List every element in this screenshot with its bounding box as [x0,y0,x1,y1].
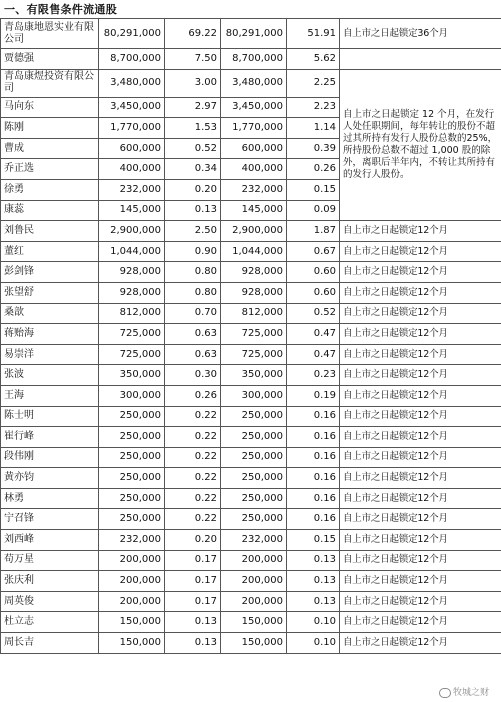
ratio-after-cell: 0.60 [287,282,340,303]
shares-before-cell: 80,291,000 [99,19,165,49]
ratio-after-cell: 0.52 [287,303,340,324]
shares-after-cell: 300,000 [221,385,287,406]
ratio-before-cell: 0.80 [165,282,221,303]
ratio-before-cell: 0.90 [165,241,221,262]
ratio-after-cell: 0.09 [287,200,340,221]
lockup-note-cell: 自上市之日起锁定12个月 [340,406,501,427]
ratio-before-cell: 0.63 [165,324,221,345]
holder-name-cell: 曹成 [1,138,99,159]
lockup-note-cell: 自上市之日起锁定12个月 [340,591,501,612]
shares-before-cell: 232,000 [99,530,165,551]
ratio-before-cell: 0.34 [165,159,221,180]
shares-after-cell: 250,000 [221,447,287,468]
shares-before-cell: 250,000 [99,447,165,468]
table-row [1,571,501,592]
lockup-note-cell: 自上市之日起锁定12个月 [340,550,501,571]
table-row [1,221,501,242]
shares-before-cell: 8,700,000 [99,49,165,70]
shares-before-cell: 150,000 [99,633,165,654]
ratio-after-cell: 0.16 [287,468,340,489]
shares-after-cell: 2,900,000 [221,221,287,242]
shares-before-cell: 200,000 [99,550,165,571]
shares-after-cell: 1,044,000 [221,241,287,262]
ratio-before-cell: 0.13 [165,633,221,654]
shares-after-cell: 250,000 [221,406,287,427]
shares-before-cell: 1,770,000 [99,118,165,139]
table-row [1,69,501,97]
ratio-after-cell: 0.67 [287,241,340,262]
table-row [1,427,501,448]
table-row [1,241,501,262]
ratio-after-cell: 0.16 [287,488,340,509]
shares-before-cell: 725,000 [99,324,165,345]
ratio-after-cell: 0.15 [287,530,340,551]
holder-name-cell: 青岛康煜投资有限公司 [1,69,99,97]
shares-after-cell: 928,000 [221,262,287,283]
lockup-note-cell: 自上市之日起锁定12个月 [340,221,501,242]
table-row [1,406,501,427]
holder-name-cell: 乔正选 [1,159,99,180]
ratio-before-cell: 1.53 [165,118,221,139]
holder-name-cell: 苟万星 [1,550,99,571]
table-row [1,344,501,365]
lockup-note-cell: 自上市之日起锁定36个月 [340,19,501,49]
ratio-before-cell: 0.20 [165,530,221,551]
shares-before-cell: 928,000 [99,282,165,303]
holder-name-cell: 周长吉 [1,633,99,654]
ratio-after-cell: 0.13 [287,550,340,571]
lockup-note-cell: 自上市之日起锁定12个月 [340,427,501,448]
ratio-before-cell: 69.22 [165,19,221,49]
shares-after-cell: 232,000 [221,179,287,200]
holder-name-cell: 崔行峰 [1,427,99,448]
shares-before-cell: 250,000 [99,509,165,530]
shares-before-cell: 200,000 [99,571,165,592]
lockup-note-cell: 自上市之日起锁定12个月 [340,530,501,551]
table-row [1,262,501,283]
shares-after-cell: 600,000 [221,138,287,159]
holder-name-cell: 黄亦钧 [1,468,99,489]
shares-after-cell: 80,291,000 [221,19,287,49]
ratio-after-cell: 0.39 [287,138,340,159]
ratio-after-cell: 0.47 [287,324,340,345]
lockup-note-cell: 自上市之日起锁定12个月 [340,365,501,386]
ratio-before-cell: 0.80 [165,262,221,283]
table-row [1,303,501,324]
shares-before-cell: 232,000 [99,179,165,200]
table-row [1,468,501,489]
lockup-note-cell: 自上市之日起锁定12个月 [340,447,501,468]
lockup-note-cell: 自上市之日起锁定12个月 [340,282,501,303]
lockup-note-cell [340,49,501,70]
shares-before-cell: 350,000 [99,365,165,386]
shares-after-cell: 812,000 [221,303,287,324]
shares-before-cell: 150,000 [99,612,165,633]
shares-before-cell: 400,000 [99,159,165,180]
ratio-after-cell: 1.14 [287,118,340,139]
shares-after-cell: 725,000 [221,344,287,365]
shares-after-cell: 400,000 [221,159,287,180]
lockup-note-long-cell: 自上市之日起锁定 12 个月，在发行人处任职期间，每年转让的股份不超过其所持有发行人股份总数的25%，所持股份总数不超过 1,000 股的除外，离职后半年内，不转让其所持有的发行人股份。 [340,69,501,221]
ratio-before-cell: 0.22 [165,488,221,509]
ratio-after-cell: 0.10 [287,612,340,633]
lockup-note-cell: 自上市之日起锁定12个月 [340,488,501,509]
lockup-note-cell: 自上市之日起锁定12个月 [340,571,501,592]
ratio-after-cell: 0.16 [287,447,340,468]
shares-after-cell: 200,000 [221,550,287,571]
shares-before-cell: 2,900,000 [99,221,165,242]
ratio-after-cell: 0.23 [287,365,340,386]
ratio-before-cell: 0.17 [165,571,221,592]
holder-name-cell: 陈士明 [1,406,99,427]
holder-name-cell: 林勇 [1,488,99,509]
holder-name-cell: 王海 [1,385,99,406]
holder-name-cell: 康蕊 [1,200,99,221]
shares-after-cell: 928,000 [221,282,287,303]
shares-after-cell: 725,000 [221,324,287,345]
shares-before-cell: 3,480,000 [99,69,165,97]
watermark-text: 牧城之财 [452,688,489,698]
holder-name-cell: 蒋贻海 [1,324,99,345]
shares-before-cell: 250,000 [99,406,165,427]
ratio-before-cell: 0.70 [165,303,221,324]
shares-before-cell: 928,000 [99,262,165,283]
holder-name-cell: 董红 [1,241,99,262]
holder-name-cell: 张波 [1,365,99,386]
holder-name-cell: 周英俊 [1,591,99,612]
ratio-after-cell: 0.47 [287,344,340,365]
table-row [1,530,501,551]
ratio-before-cell: 0.22 [165,406,221,427]
lockup-note-cell: 自上市之日起锁定12个月 [340,262,501,283]
shares-before-cell: 1,044,000 [99,241,165,262]
restricted-shares-table [0,18,501,654]
shares-before-cell: 200,000 [99,591,165,612]
holder-name-cell: 桑歆 [1,303,99,324]
ratio-before-cell: 0.17 [165,591,221,612]
shares-after-cell: 250,000 [221,468,287,489]
lockup-note-cell: 自上市之日起锁定12个月 [340,468,501,489]
table-row [1,385,501,406]
lockup-note-cell: 自上市之日起锁定12个月 [340,612,501,633]
lockup-note-cell: 自上市之日起锁定12个月 [340,385,501,406]
table-row [1,488,501,509]
lockup-note-cell: 自上市之日起锁定12个月 [340,344,501,365]
holder-name-cell: 段伟刚 [1,447,99,468]
table-row [1,282,501,303]
ratio-before-cell: 3.00 [165,69,221,97]
holder-name-cell: 青岛康地恩实业有限公司 [1,19,99,49]
lockup-note-cell: 自上市之日起锁定12个月 [340,303,501,324]
shares-after-cell: 3,450,000 [221,97,287,118]
ratio-before-cell: 0.22 [165,509,221,530]
ratio-after-cell: 0.10 [287,633,340,654]
ratio-before-cell: 0.26 [165,385,221,406]
table-row [1,509,501,530]
ratio-after-cell: 0.16 [287,427,340,448]
shares-after-cell: 8,700,000 [221,49,287,70]
ratio-after-cell: 0.13 [287,571,340,592]
shares-before-cell: 145,000 [99,200,165,221]
lockup-note-cell: 自上市之日起锁定12个月 [340,633,501,654]
shares-after-cell: 250,000 [221,427,287,448]
ratio-after-cell: 0.19 [287,385,340,406]
ratio-before-cell: 0.52 [165,138,221,159]
ratio-before-cell: 0.30 [165,365,221,386]
holder-name-cell: 彭剑锋 [1,262,99,283]
shares-before-cell: 812,000 [99,303,165,324]
holder-name-cell: 刘鲁民 [1,221,99,242]
ratio-before-cell: 0.13 [165,200,221,221]
watermark [437,685,491,698]
lockup-note-cell: 自上市之日起锁定12个月 [340,241,501,262]
holder-name-cell: 张庆利 [1,571,99,592]
ratio-before-cell: 2.97 [165,97,221,118]
table-row [1,365,501,386]
shares-after-cell: 150,000 [221,633,287,654]
shares-before-cell: 725,000 [99,344,165,365]
shares-after-cell: 200,000 [221,591,287,612]
table-row [1,591,501,612]
shares-after-cell: 232,000 [221,530,287,551]
table-row [1,19,501,49]
shares-after-cell: 3,480,000 [221,69,287,97]
holder-name-cell: 贾德强 [1,49,99,70]
ratio-before-cell: 2.50 [165,221,221,242]
ratio-after-cell: 0.26 [287,159,340,180]
table-row [1,633,501,654]
shares-after-cell: 250,000 [221,509,287,530]
section-title: 一、有限售条件流通股 [4,3,117,16]
shares-after-cell: 150,000 [221,612,287,633]
holder-name-cell: 易崇洋 [1,344,99,365]
ratio-after-cell: 0.13 [287,591,340,612]
ratio-after-cell: 2.25 [287,69,340,97]
holder-name-cell: 徐勇 [1,179,99,200]
ratio-after-cell: 1.87 [287,221,340,242]
ratio-after-cell: 2.23 [287,97,340,118]
shares-before-cell: 600,000 [99,138,165,159]
holder-name-cell: 马向东 [1,97,99,118]
wechat-icon [439,688,451,698]
holder-name-cell: 陈刚 [1,118,99,139]
ratio-after-cell: 0.60 [287,262,340,283]
shares-after-cell: 350,000 [221,365,287,386]
holder-name-cell: 宁召锋 [1,509,99,530]
shares-after-cell: 200,000 [221,571,287,592]
ratio-after-cell: 0.16 [287,509,340,530]
shares-after-cell: 145,000 [221,200,287,221]
lockup-note-cell: 自上市之日起锁定12个月 [340,509,501,530]
ratio-before-cell: 0.20 [165,179,221,200]
holder-name-cell: 刘西峰 [1,530,99,551]
shares-before-cell: 250,000 [99,468,165,489]
lockup-note-cell: 自上市之日起锁定12个月 [340,324,501,345]
ratio-before-cell: 7.50 [165,49,221,70]
holder-name-cell: 杜立志 [1,612,99,633]
table-row [1,550,501,571]
holder-name-cell: 张望舒 [1,282,99,303]
ratio-before-cell: 0.22 [165,427,221,448]
shares-before-cell: 300,000 [99,385,165,406]
ratio-before-cell: 0.63 [165,344,221,365]
ratio-after-cell: 51.91 [287,19,340,49]
table-row [1,324,501,345]
table-body [1,19,501,654]
shares-before-cell: 3,450,000 [99,97,165,118]
shares-before-cell: 250,000 [99,427,165,448]
ratio-after-cell: 0.15 [287,179,340,200]
ratio-after-cell: 5.62 [287,49,340,70]
ratio-before-cell: 0.13 [165,612,221,633]
ratio-before-cell: 0.17 [165,550,221,571]
ratio-before-cell: 0.22 [165,447,221,468]
table-row [1,49,501,70]
shares-after-cell: 250,000 [221,488,287,509]
ratio-before-cell: 0.22 [165,468,221,489]
shares-after-cell: 1,770,000 [221,118,287,139]
table-row [1,612,501,633]
ratio-after-cell: 0.16 [287,406,340,427]
table-row [1,447,501,468]
shares-before-cell: 250,000 [99,488,165,509]
